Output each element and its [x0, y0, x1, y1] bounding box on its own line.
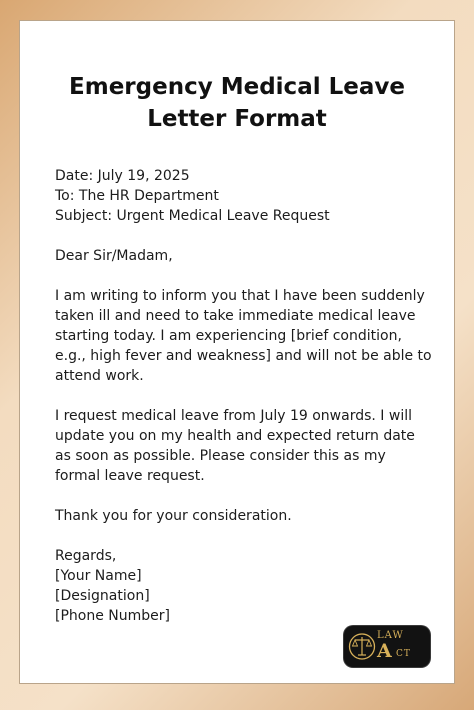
paragraph-line: starting today. I am experiencing [brief condition, — [55, 328, 402, 344]
letter-card — [19, 20, 455, 684]
paragraph-line: I am writing to inform you that I have been suddenly — [55, 288, 425, 304]
paragraph-line: formal leave request. — [55, 468, 205, 484]
closing-thanks: Thank you for your consideration. — [55, 508, 292, 524]
paragraph-line: I request medical leave from July 19 onwards. I will — [55, 408, 412, 424]
paragraph-line: e.g., high fever and weakness] and will not be able to — [55, 348, 432, 364]
title-line-2: Letter Format — [147, 106, 327, 132]
paragraph-1 — [55, 286, 435, 386]
signoff-block — [55, 546, 435, 626]
logo-text-top: LAW — [377, 630, 404, 641]
recipient-line: To: The HR Department — [55, 188, 219, 204]
letter-body — [55, 166, 435, 626]
law-act-logo — [344, 626, 430, 667]
title-line-1: Emergency Medical Leave — [69, 74, 405, 100]
regards-line: Regards, — [55, 548, 117, 564]
logo-text-mid: A — [377, 640, 392, 662]
phone-placeholder: [Phone Number] — [55, 608, 170, 624]
logo-text-bottom: CT — [396, 649, 411, 659]
letter-title — [20, 71, 454, 135]
subject-line: Subject: Urgent Medical Leave Request — [55, 208, 330, 224]
name-placeholder: [Your Name] — [55, 568, 142, 584]
paragraph-line: attend work. — [55, 368, 144, 384]
paragraph-2 — [55, 406, 435, 486]
paragraph-line: as soon as possible. Please consider this as my — [55, 448, 386, 464]
salutation: Dear Sir/Madam, — [55, 248, 173, 264]
paragraph-line: taken ill and need to take immediate medical leave — [55, 308, 416, 324]
designation-placeholder: [Designation] — [55, 588, 150, 604]
date-line: Date: July 19, 2025 — [55, 168, 190, 184]
paragraph-line: update you on my health and expected return date — [55, 428, 415, 444]
